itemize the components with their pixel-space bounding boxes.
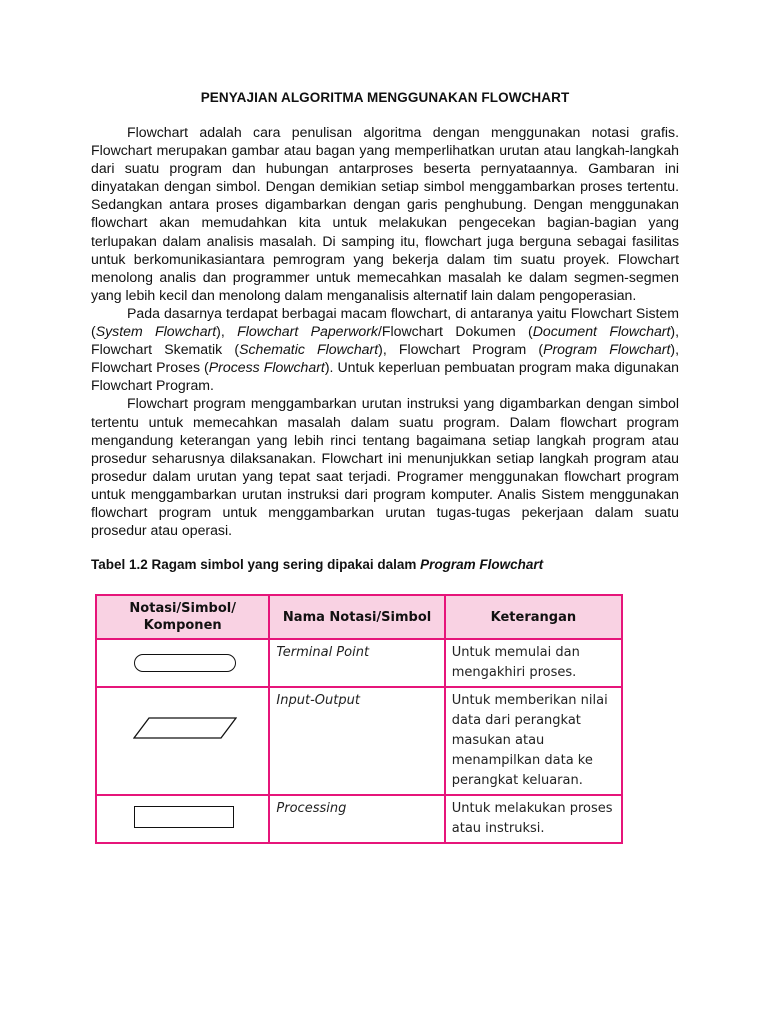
table-row <box>96 639 622 687</box>
header-keterangan: Keterangan <box>445 595 622 639</box>
parallelogram-shape <box>133 717 237 739</box>
processing-symbol-cell <box>96 795 269 843</box>
symbol-name: Terminal Point <box>269 639 444 687</box>
table-caption: Tabel 1.2 Ragam simbol yang sering dipakai dalam Program Flowchart <box>91 557 544 573</box>
paragraph-1: Flowchart adalah cara penulisan algoritma dengan menggunakan notasi grafis. Flowchart merupakan gambar atau bagan yang memperlihatkan urutan atau langkah-langkah dari suatu program dan hubungan antarproses beserta pernyataannya. Gambaran ini dinyatakan dengan simbol. Dengan demikian setiap simbol menggambarkan proses tertentu. Sedangkan antara proses digambarkan dengan garis penghubung. Dengan menggunakan flowchart akan memudahkan kita untuk melakukan pengecekan bagian-bagian yang terlupakan dalam analisis masalah. Di samping itu, flowchart juga berguna sebagai fasilitas untuk berkomunikasiantara pemrogram yang bekerja dalam tim suatu proyek. Flowchart menolong analis dan programmer untuk memecahkan masalah ke dalam segmen-segmen yang lebih kecil dan menolong dalam menganalisis alternatif lain dalam pengoperasian. <box>91 124 679 303</box>
paragraph-2: Pada dasarnya terdapat berbagai macam flowchart, di antaranya yaitu Flowchart Sistem (System Flowchart), Flowchart Paperwork/Flowchart Dokumen (Document Flowchart), Flowchart Skematik (Schematic Flowchart), Flowchart Program (Program Flowchart), Flowchart Proses (Process Flowchart). Untuk keperluan pembuatan program maka digunakan Flowchart Program. <box>91 304 680 394</box>
symbol-description: Untuk memulai dan mengakhiri proses. <box>445 639 622 687</box>
table-row <box>96 687 622 795</box>
rectangle-shape <box>134 806 234 828</box>
paragraph-3: Flowchart program menggambarkan urutan instruksi yang digambarkan dengan simbol tertentu untuk memecahkan masalah dalam suatu program. Dalam flowchart program mengandung keterangan yang lebih rinci tentang bagaimana setiap langkah program atau prosedur seharusnya dilaksanakan. Flowchart ini menunjukkan setiap langkah program atau prosedur dalam urutan yang tepat saat terjadi. Programer menggunakan flowchart program untuk menggambarkan urutan instruksi dari program komputer. Analis Sistem menggunakan flowchart program untuk menggambarkan urutan tugas-tugas pekerjaan dalam suatu prosedur atau operasi. <box>91 395 679 539</box>
header-notasi: Notasi/Simbol/ Komponen <box>96 595 269 639</box>
symbol-description: Untuk memberikan nilai data dari perangkat masukan atau menampilkan data ke perangkat keluaran. <box>445 687 622 795</box>
symbol-description: Untuk melakukan proses atau instruksi. <box>445 795 622 843</box>
symbol-name: Input-Output <box>269 687 444 795</box>
header-nama: Nama Notasi/Simbol <box>269 595 444 639</box>
document-page <box>91 90 680 836</box>
terminal-symbol-cell <box>96 639 269 687</box>
symbol-name: Processing <box>269 795 444 843</box>
page-title: PENYAJIAN ALGORITMA MENGGUNAKAN FLOWCHART <box>200 90 570 105</box>
terminal-point-shape <box>134 654 236 672</box>
flowchart-symbol-table <box>95 594 623 844</box>
input-output-symbol-cell <box>96 687 269 795</box>
table-row <box>96 795 622 843</box>
